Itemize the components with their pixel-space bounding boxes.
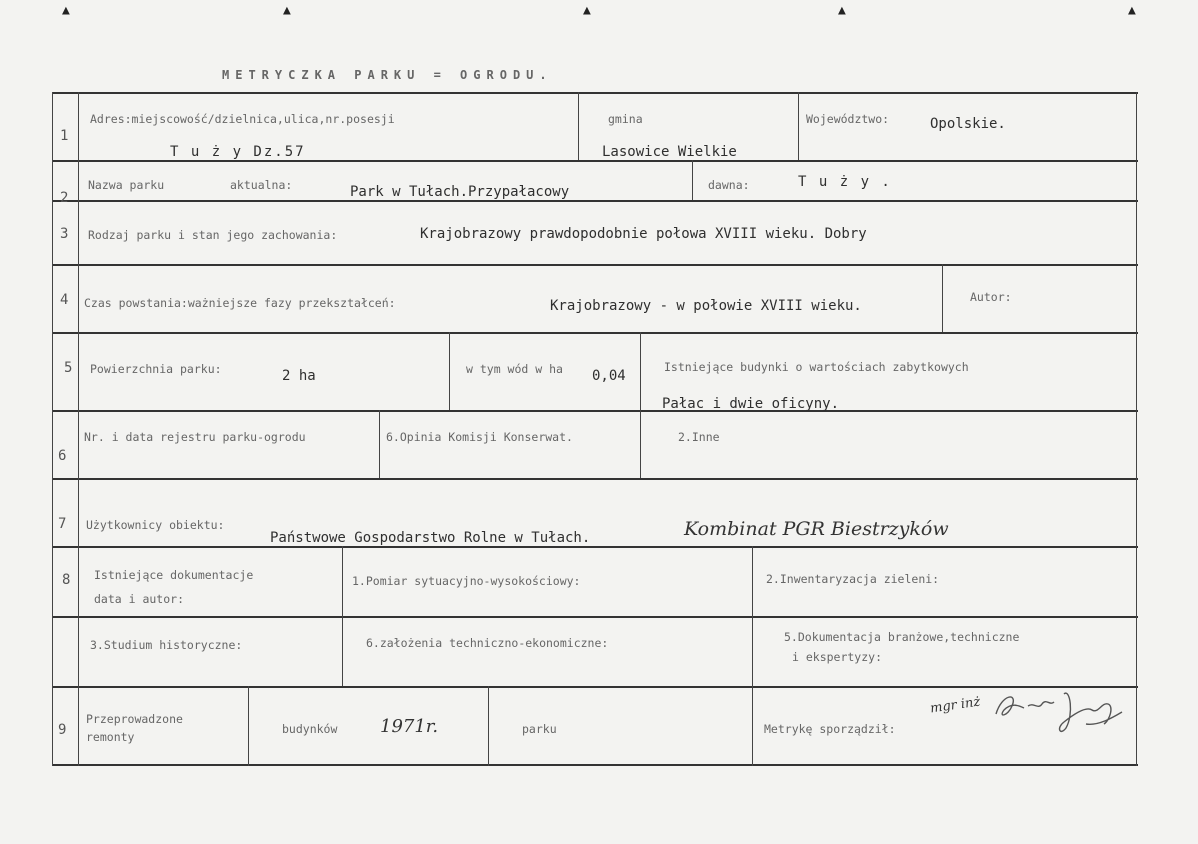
area-value: 2 ha [282,368,316,384]
cell-divider [752,546,753,686]
row-number: 8 [62,572,71,588]
cell-divider [248,686,249,766]
rule [52,764,1138,766]
greenery-inventory-label: 2.Inwentaryzacja zieleni: [766,572,940,586]
gmina-value: Lasowice Wielkie [602,144,737,160]
cell-divider [578,92,579,160]
existing-docs-date-label: data i autor: [94,592,185,606]
rule [52,332,1138,334]
corner-mark-4: ▲ [838,3,846,18]
water-area-value: 0,04 [592,368,626,384]
rule [52,200,1138,202]
row-number: 2 [60,190,69,206]
branch-docs-label: 5.Dokumentacja branżowe,techniczne [784,630,1020,644]
rule [52,264,1138,266]
handwritten-signature [990,684,1130,744]
rule [52,160,1138,162]
renovations-label-2: remonty [86,730,135,744]
users-handwritten: Kombinat PGR Biestrzyków [684,518,949,540]
record-card [52,92,1138,766]
row-number: 3 [60,226,69,242]
park-type-label: Rodzaj parku i stan jego zachowania: [88,228,338,242]
rule [52,686,1138,688]
former-name-value: T u ż y . [798,174,892,190]
park-name-label: Nazwa parku [88,178,165,192]
cell-divider [692,160,693,200]
row-number: 9 [58,722,67,738]
voivodeship-label: Województwo: [806,112,890,126]
address-value: T u ż y Dz.57 [170,144,306,160]
users-label: Użytkownicy obiektu: [86,518,225,532]
form-title: METRYCZKA PARKU = OGRODU. [222,68,553,82]
corner-mark-2: ▲ [283,3,291,18]
cell-divider [488,686,489,766]
border-right [1136,92,1137,766]
buildings-renovation-year: 1971r. [380,716,439,737]
corner-mark-3: ▲ [583,3,591,18]
technical-economic-label: 6.założenia techniczno-ekonomiczne: [366,636,609,650]
water-area-label: w tym wód w ha [466,362,563,376]
rule [52,478,1138,480]
cell-divider [640,410,641,478]
row-number: 7 [58,516,67,532]
users-value: Państwowe Gospodarstwo Rolne w Tułach. [270,530,591,546]
current-name-label: aktualna: [230,178,293,192]
rule [52,410,1138,412]
author-label: Autor: [970,290,1012,304]
prepared-by-label: Metrykę sporządził: [764,722,896,736]
row-number: 6 [58,448,67,464]
number-column-line [78,92,79,766]
existing-docs-label: Istniejące dokumentacje [94,568,254,582]
border-left [52,92,53,766]
signature-prefix: mgr inż [929,694,982,717]
cell-divider [640,332,641,410]
registry-label: Nr. i data rejestru parku-ogrodu [84,430,306,444]
cell-divider [942,264,943,332]
corner-mark-1: ▲ [62,3,70,18]
park-renovation-label: parku [522,722,557,736]
area-label: Powierzchnia parku: [90,362,222,376]
rule [52,616,1138,618]
site-survey-label: 1.Pomiar sytuacyjno-wysokościowy: [352,574,581,588]
historic-buildings-value: Pałac i dwie oficyny. [662,396,840,412]
address-label: Adres:miejscowość/dzielnica,ulica,nr.posesji [90,112,395,126]
buildings-renovation-label: budynków [282,722,338,736]
expertise-label: i ekspertyzy: [792,650,883,664]
former-name-label: dawna: [708,178,750,192]
cell-divider [342,546,343,686]
row-number: 5 [64,360,73,376]
other-label: 2.Inne [678,430,720,444]
gmina-label: gmina [608,112,643,126]
row-number: 4 [60,292,69,308]
park-type-value: Krajobrazowy prawdopodobnie połowa XVIII wieku. Dobry [420,226,867,242]
cell-divider [752,686,753,766]
corner-mark-5: ▲ [1128,3,1136,18]
rule [52,92,1138,94]
origin-time-label: Czas powstania:ważniejsze fazy przekształceń: [84,296,396,310]
conservator-opinion-label: 6.Opinia Komisji Konserwat. [386,430,573,444]
historical-study-label: 3.Studium historyczne: [90,638,243,652]
cell-divider [449,332,450,410]
renovations-label: Przeprowadzone [86,712,183,726]
rule [52,546,1138,548]
historic-buildings-label: Istniejące budynki o wartościach zabytkowych [664,360,969,374]
cell-divider [379,410,380,478]
voivodeship-value: Opolskie. [930,116,1006,132]
cell-divider [798,92,799,160]
row-number: 1 [60,128,69,144]
origin-time-value: Krajobrazowy - w połowie XVIII wieku. [550,298,862,314]
current-name-value: Park w Tułach.Przypałacowy [350,184,570,200]
